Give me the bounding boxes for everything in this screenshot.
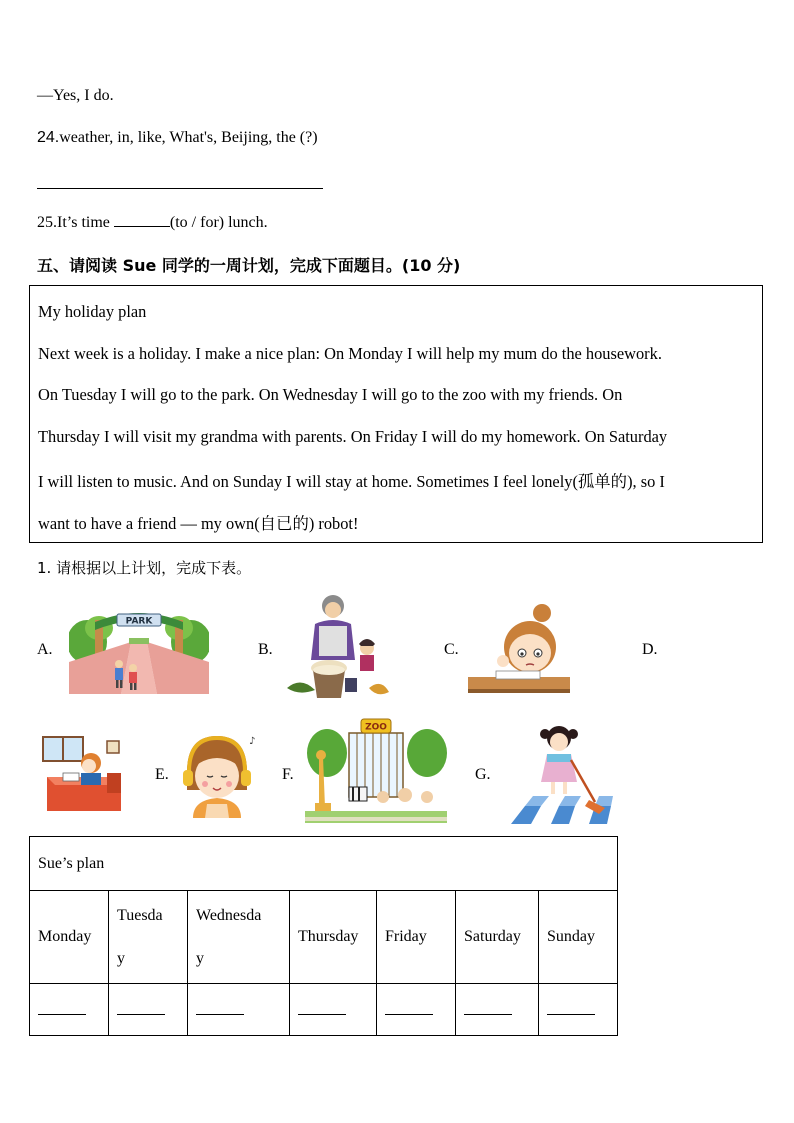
- option-g-label: G.: [475, 766, 491, 783]
- table-title: Sue’s plan: [30, 837, 618, 891]
- passage-line: On Tuesday I will go to the park. On Wednesday I will go to the zoo with my friends. On: [38, 385, 623, 404]
- day-header-tuesday: Tuesda y: [109, 891, 188, 984]
- passage-line: Next week is a holiday. I make a nice plan: On Monday I will help my mum do the housework.: [38, 344, 662, 363]
- question-25: [37, 212, 268, 232]
- answer-cell-tuesday[interactable]: [109, 984, 188, 1036]
- reading-at-home-image: [41, 733, 127, 817]
- section-5-title: 五、请阅读 Sue 同学的一周计划，完成下面题目。(10 分): [37, 256, 461, 275]
- answer-blank[interactable]: [38, 1000, 86, 1015]
- question-25-after: (to / for) lunch.: [169, 214, 268, 231]
- girl-with-headphones-image: [179, 732, 257, 818]
- answer-blank[interactable]: [117, 1000, 165, 1015]
- answer-cell-thursday[interactable]: [290, 984, 377, 1036]
- day-header-monday: Monday: [30, 891, 109, 984]
- task-1-instruction: 1. 请根据以上计划，完成下表。: [37, 559, 252, 577]
- question-25-number: 25.: [37, 214, 57, 231]
- option-e-label: E.: [155, 766, 169, 783]
- girl-sweeping-floor-image: [505, 720, 617, 826]
- passage-title: My holiday plan: [38, 302, 147, 321]
- passage-line: want to have a friend — my own(自已的) robot!: [38, 514, 359, 533]
- answer-blank[interactable]: [298, 1000, 346, 1015]
- option-a-label: A.: [37, 641, 53, 658]
- day-header-saturday: Saturday: [456, 891, 539, 984]
- day-header-friday: Friday: [377, 891, 456, 984]
- question-25-before: It’s time: [57, 214, 114, 231]
- day-header-sunday: Sunday: [539, 891, 618, 984]
- question-24: [37, 129, 318, 147]
- park-scene-image: [69, 602, 209, 694]
- passage-line: Thursday I will visit my grandma with parents. On Friday I will do my homework. On Saturday: [38, 427, 668, 446]
- answer-cell-monday[interactable]: [30, 984, 109, 1036]
- girl-doing-homework-image: [468, 603, 570, 695]
- answer-cell-friday[interactable]: [377, 984, 456, 1036]
- question-25-blank[interactable]: [114, 212, 170, 227]
- answer-blank[interactable]: [547, 1000, 595, 1015]
- option-b-label: B.: [258, 641, 273, 658]
- previous-answer-line: —Yes, I do.: [37, 87, 114, 104]
- option-d-label: D.: [642, 641, 658, 658]
- zoo-scene-image: [305, 717, 447, 827]
- passage-line: I will listen to music. And on Sunday I will stay at home. Sometimes I feel lonely(孤单的), so I: [38, 472, 665, 491]
- question-24-text: weather, in, like, What's, Beijing, the (?): [59, 129, 318, 146]
- sue-plan-table: [29, 836, 618, 1036]
- day-header-wednesday: Wednesda y: [188, 891, 290, 984]
- answer-cell-saturday[interactable]: [456, 984, 539, 1036]
- passage-box: [29, 285, 763, 543]
- day-header-thursday: Thursday: [290, 891, 377, 984]
- option-f-label: F.: [282, 766, 294, 783]
- svg-text:♪: ♪: [249, 736, 256, 747]
- answer-blank[interactable]: [464, 1000, 512, 1015]
- answer-blank[interactable]: [196, 1000, 244, 1015]
- option-c-label: C.: [444, 641, 459, 658]
- answer-blank[interactable]: [385, 1000, 433, 1015]
- question-24-number: 24.: [37, 129, 60, 146]
- zoo-sign-text: ZOO: [365, 722, 387, 733]
- park-sign-text: PARK: [125, 616, 153, 627]
- answer-cell-sunday[interactable]: [539, 984, 618, 1036]
- grandma-with-child-image: [285, 590, 390, 705]
- answer-cell-wednesday[interactable]: [188, 984, 290, 1036]
- answer-line-24[interactable]: [37, 188, 323, 189]
